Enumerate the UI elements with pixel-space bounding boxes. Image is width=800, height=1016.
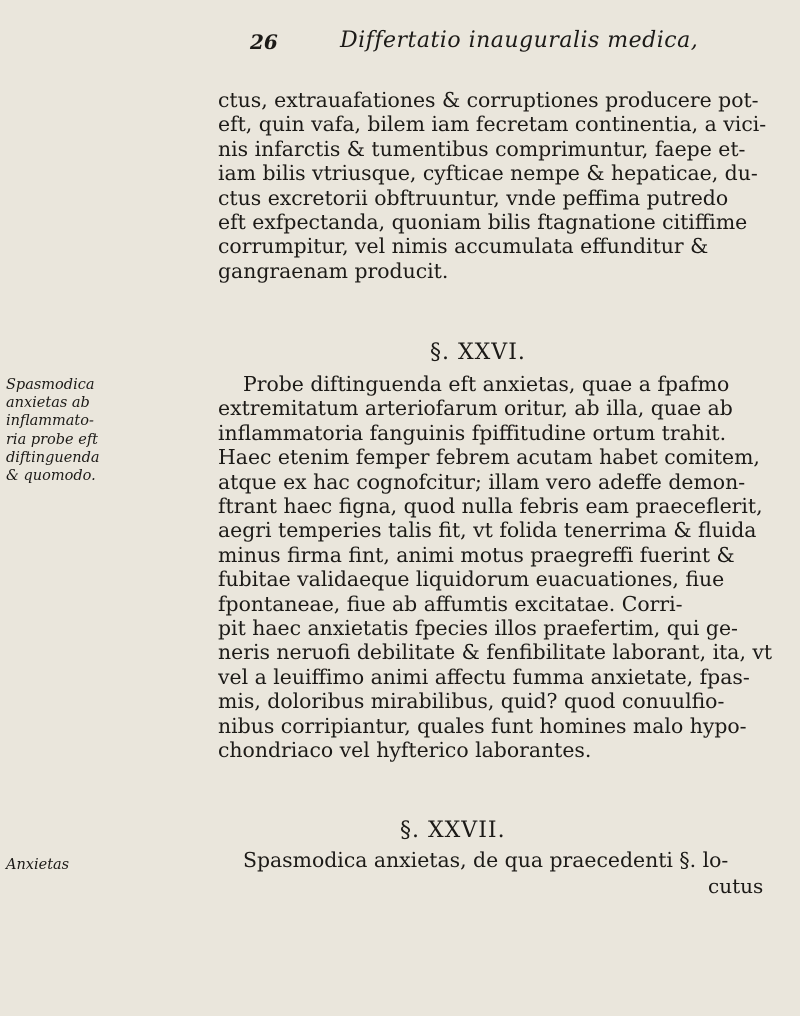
running-title: Differtatio inauguralis medica, [340,28,699,53]
text-line: aegri temperies talis fit, vt folida tenerrima & fluida [218,518,757,543]
margin-note-26 [6,376,211,485]
margin-note-line: Anxietas [6,857,70,873]
section-heading-27: §. XXVII. [400,818,506,843]
text-line: ctus excretorii obftruuntur, vnde peffima putredo [218,185,729,210]
paragraph-top [218,88,793,283]
margin-note-line: Spasmodica [6,377,95,393]
text-line: ctus, extrauafationes & corruptiones producere pot- [218,88,759,112]
margin-note-line: ria probe eft [6,431,99,448]
text-line: chondriaco vel hyfterico laborantes. [218,738,592,763]
text-line: inflammatoria fanguinis fpiffitudine ortum trahit. [218,420,727,445]
text-line: fpontaneae, fiue ab affumtis excitatae. Corri- [218,591,683,616]
margin-note-line: anxietas ab [6,395,90,412]
text-line: extremitatum arteriofarum oritur, ab illa, quae ab [218,396,733,421]
text-line: fubitae validaeque liquidorum euacuationes, fiue [218,567,725,592]
text-line: Spasmodica anxietas, de qua praecedenti §. lo- [243,848,729,872]
text-line: iam bilis vtriusque, cyfticae nempe & hepaticae, du- [218,161,758,186]
text-line: Probe diftinguenda eft anxietas, quae a fpafmo [243,372,730,396]
margin-note-line: inflammato- [6,413,94,430]
section-27-body [218,848,793,872]
text-line: Haec etenim femper febrem acutam habet comitem, [218,445,760,470]
text-line: ftrant haec figna, quod nulla febris eam praeceflerit, [218,494,763,519]
text-line: minus firma fint, animi motus praegreffi fuerint & [218,542,735,567]
margin-note-line: & quomodo. [6,468,96,485]
text-line: atque ex hac cognofcitur; illam vero adeffe demon- [218,469,746,494]
text-line: pit haec anxietatis fpecies illos praefertim, qui ge- [218,616,738,641]
text-line: corrumpitur, vel nimis accumulata effunditur & [218,234,709,259]
margin-note-27 [6,856,211,874]
text-line: eft, quin vafa, bilem iam fecretam continentia, a vici- [218,112,767,137]
text-line: gangraenam producit. [218,258,449,283]
catchword: cutus [708,874,764,898]
page-header [250,22,790,68]
page-number: 26 [250,30,278,54]
text-line: mis, doloribus mirabilibus, quid? quod conuulfio- [218,689,725,714]
section-26-body [218,372,793,763]
margin-note-line: diftinguenda [6,449,100,466]
text-line: nis infarctis & tumentibus comprimuntur, faepe et- [218,136,746,161]
text-line: nibus corripiantur, quales funt homines malo hypo- [218,713,747,738]
section-heading-26: §. XXVI. [430,340,526,365]
text-line: eft exfpectanda, quoniam bilis ftagnatione citiffime [218,210,748,235]
text-line: neris neruofi debilitate & fenfibilitate laborant, ita, vt [218,640,773,665]
text-line: vel a leuiffimo animi affectu fumma anxietate, fpas- [218,664,750,689]
